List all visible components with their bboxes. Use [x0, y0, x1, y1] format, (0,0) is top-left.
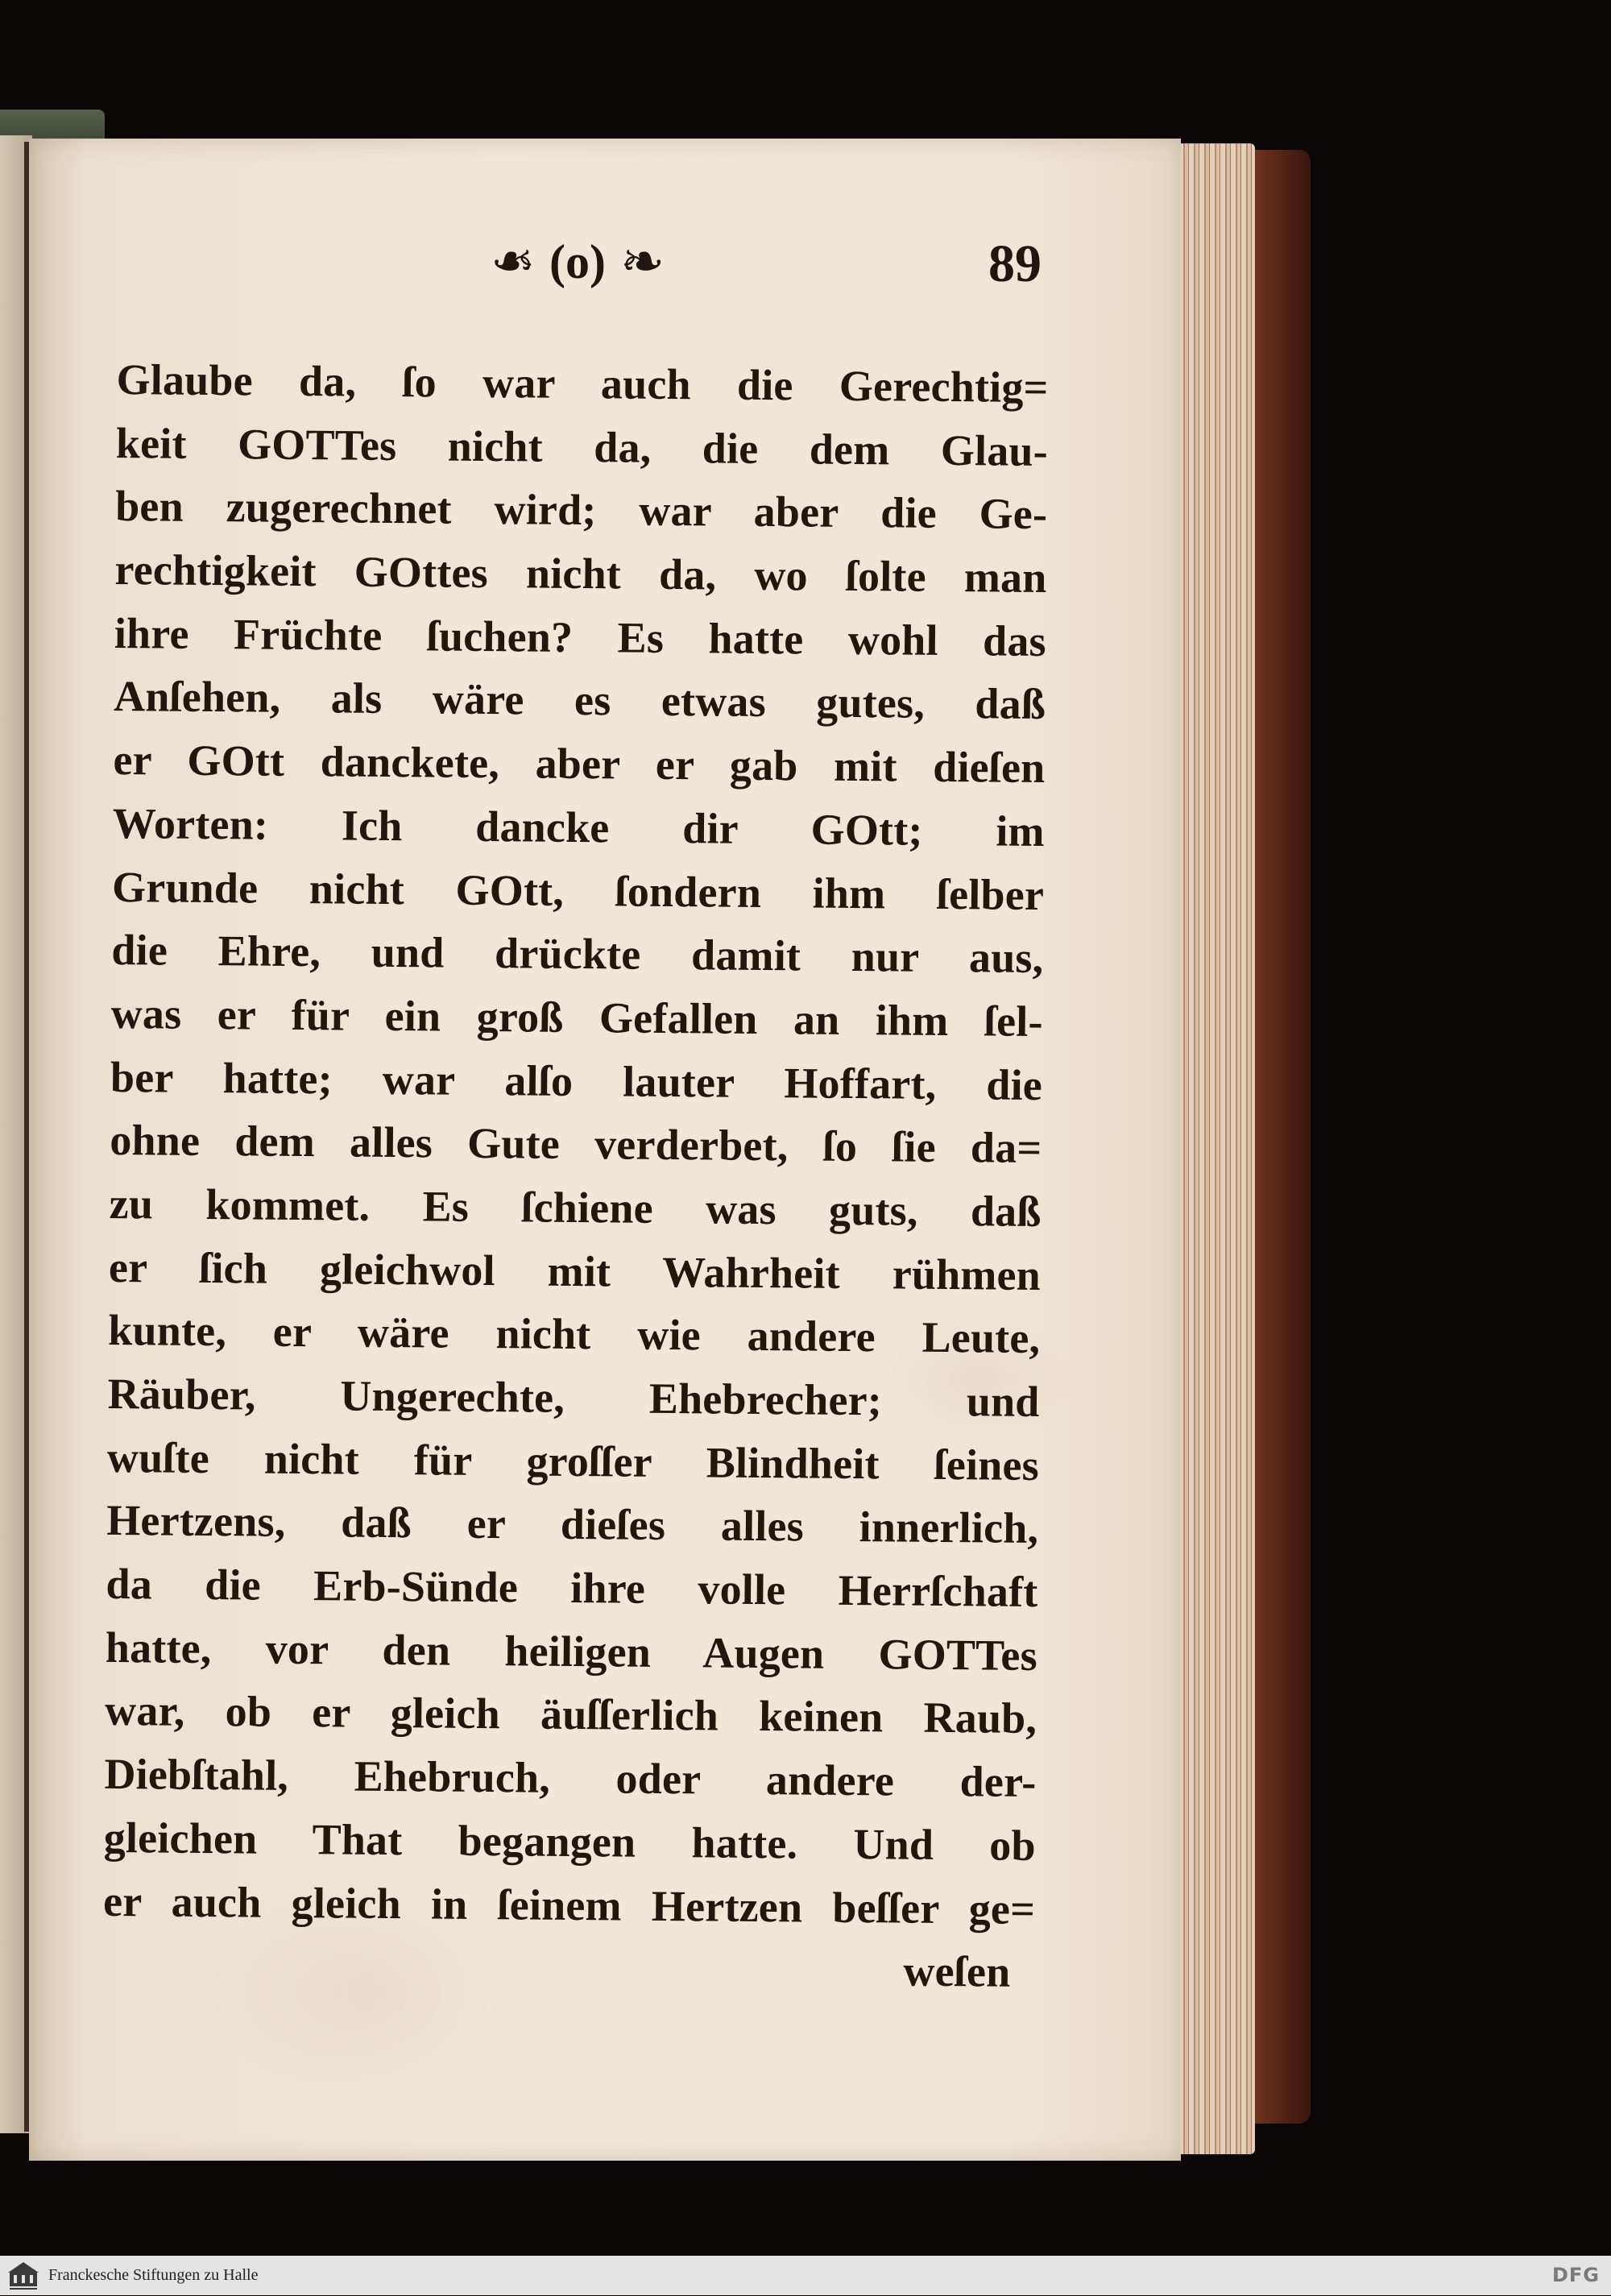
- text-line: er auch gleich in ſeinem Hertzen beſſer ge=: [102, 1876, 1036, 1933]
- page-header: [29, 226, 1181, 298]
- footer-bar: [0, 2256, 1611, 2295]
- text-line: hatte, vor den heiligen Augen GOTTes: [105, 1623, 1038, 1680]
- footer-institution-name: Franckesche Stiftungen zu Halle: [48, 2266, 259, 2284]
- institution-logo-icon: [6, 2259, 40, 2292]
- text-line: er ſich gleichwol mit Wahrheit rühmen: [108, 1242, 1042, 1299]
- text-line: Anſehen, als wäre es etwas gutes, daß: [113, 672, 1046, 729]
- text-line: kunte, er wäre nicht wie andere Leute,: [108, 1306, 1041, 1363]
- text-line: keit GOTTes nicht da, die dem Glau-: [115, 418, 1049, 475]
- fleuron-icon: ❧: [619, 230, 665, 292]
- text-line: Worten: Ich dancke dir GOtt; im: [112, 798, 1046, 856]
- body-text: [102, 348, 1049, 2004]
- text-line: Hertzens, daß er dieſes alles innerlich,: [106, 1496, 1039, 1553]
- text-line: ben zugerechnet wird; war aber die Ge-: [114, 482, 1048, 539]
- header-ornament: [416, 226, 739, 298]
- text-line: Grunde nicht GOtt, ſondern ihm ſelber: [111, 862, 1045, 919]
- catchword: weſen: [903, 1946, 1011, 1996]
- text-line: die Ehre, und drückte damit nur aus,: [111, 926, 1044, 983]
- text-line: zu kommet. Es ſchiene was guts, daß: [109, 1179, 1042, 1236]
- text-line: wuſte nicht für groſſer Blindheit ſeines: [106, 1432, 1040, 1490]
- text-line: ohne dem alles Gute verderbet, ſo ſie da=: [110, 1116, 1042, 1173]
- text-line: rechtigkeit GOttes nicht da, wo ſolte man: [114, 545, 1047, 603]
- text-line: was er für ein groß Gefallen an ihm ſel-: [110, 988, 1043, 1046]
- page-stack-edges: [1168, 143, 1255, 2154]
- text-line: Glaube da, ſo war auch die Gerechtig=: [116, 354, 1049, 412]
- book-page: [29, 139, 1181, 2161]
- dfg-logo: DFG: [1551, 2264, 1600, 2286]
- text-line: gleichen That begangen hatte. Und ob: [103, 1813, 1037, 1870]
- page-number: 89: [988, 234, 1042, 293]
- header-ornament-text: (o): [549, 235, 606, 288]
- text-line: ber hatte; war alſo lauter Hoffart, die: [110, 1052, 1043, 1109]
- text-line: war, ob er gleich äuſſerlich keinen Raub,: [104, 1686, 1037, 1743]
- fleuron-icon: ❧: [490, 230, 536, 292]
- text-line: er GOtt danckete, aber er gab mit dieſen: [113, 736, 1046, 793]
- text-line: Räuber, Ungerechte, Ehebrecher; und: [107, 1369, 1040, 1427]
- text-line: Diebſtahl, Ehebruch, oder andere der-: [104, 1750, 1037, 1807]
- text-line: da die Erb-Sünde ihre volle Herrſchaft: [106, 1559, 1038, 1617]
- text-line: ihre Früchte ſuchen? Es hatte wohl das: [114, 608, 1047, 665]
